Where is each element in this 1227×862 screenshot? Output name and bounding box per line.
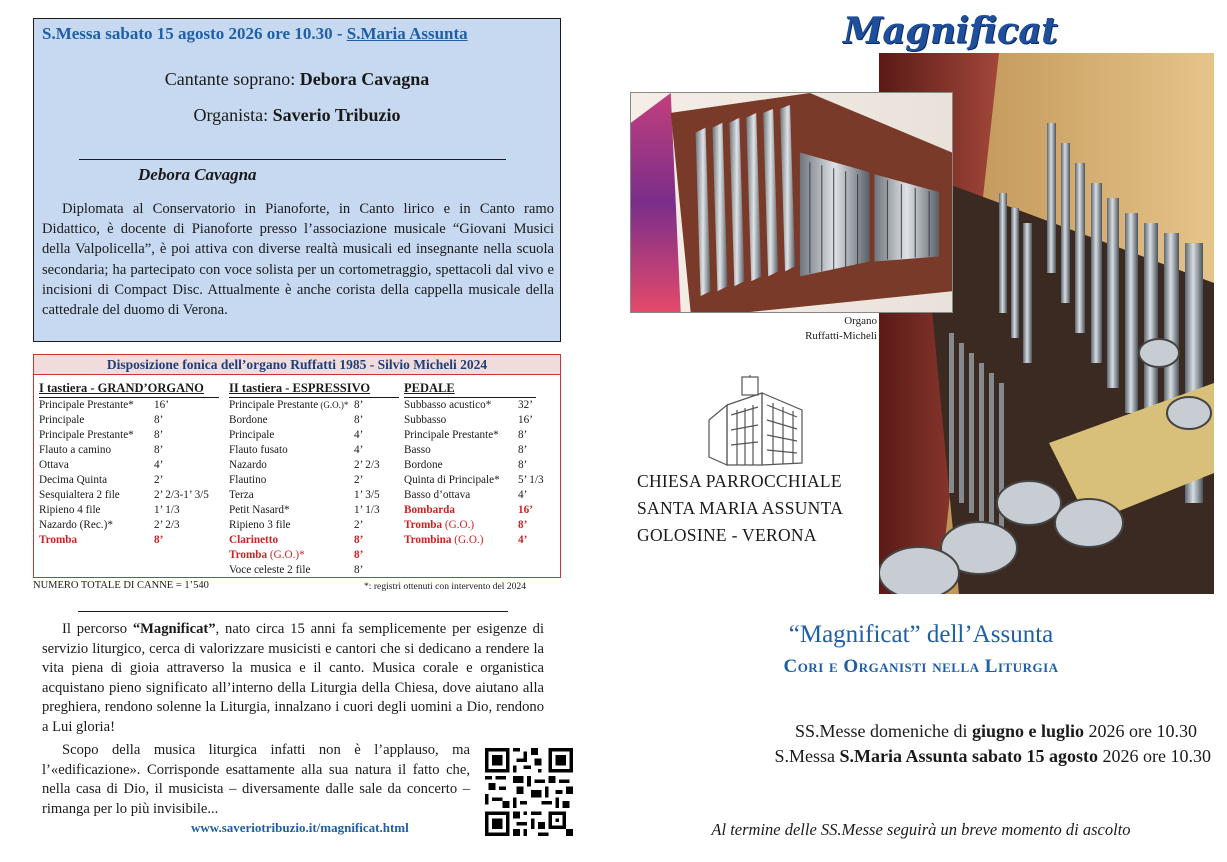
stop-name: Quinta di Principale* [404,474,500,486]
stop-row [229,473,399,488]
stop-value: 5’ 1/3 [518,474,544,486]
stop-row [39,488,219,503]
stop-value: 2’ [354,519,364,531]
stop-row [404,398,536,413]
stop-row [39,458,219,473]
stops-column-title: PEDALE [404,381,455,395]
stop-value: 2’ 2/3-1’ 3/5 [154,489,209,501]
event-info-box [33,18,561,342]
stops-note: *: registri ottenuti con intervento del 2024 [364,581,526,592]
stop-name-note: (G.O.)* [267,549,305,561]
stop-value: 8’ [354,564,364,576]
subtitle: Cori e Organisti nella Liturgia [783,656,1059,677]
church-name-line-2: SANTA MARIA ASSUNTA [637,498,844,518]
stop-name: Bombarda [404,504,455,516]
stop-name: Flauto fusato [229,444,288,456]
magnificat-paragraph-1: Il percorso “Magnificat”, nato circa 15 anni fa semplicemente per esigenze di servizio liturgico, cerca di valorizzare musicisti e cantori che si dedicano a rendere la vita piena di gioia attraverso la musica e il canto. Musica corale e organistica acquistano pieno significato all’interno della Liturgia della Chiesa, dove aiutano alla preghiera, rendono solenne la Liturgia, innalzano i cuori degli uomini a Dio, rendono a Lui gloria! [42,621,544,735]
stop-row [229,398,399,413]
stop-name: Nazardo (Rec.)* [39,519,113,531]
stop-value: 8’ [354,399,364,411]
stop-row [229,428,399,443]
stop-row [229,548,399,563]
stop-value: 8’ [518,519,528,531]
stop-name: Principale Prestante [229,399,319,411]
stop-row [404,473,544,488]
bio-heading: Debora Cavagna [138,165,257,184]
stop-name: Ripieno 4 file [39,504,101,516]
stop-row [229,518,399,533]
stop-row [229,533,399,548]
stop-name: Decima Quinta [39,474,108,486]
stop-name: Terza [229,489,254,501]
divider [79,159,506,160]
stop-row [39,503,219,518]
stop-row [229,413,399,428]
magnificat-paragraph-2: Scopo della musica liturgica infatti non è l’applauso, ma l’«edificazione». Corrisponde esattamente alla sua natura il fatto che, nella casa di Dio, il musicista – diversamente dalle sale da concerto – rimanga per lo più invisibile... [42,742,470,817]
pipes-total: NUMERO TOTALE DI CANNE = 1’540 [33,580,209,591]
stop-name-note: (G.O.)* [318,400,349,410]
stop-row [39,398,219,413]
stop-row [404,428,536,443]
stop-value: 8’ [518,429,528,441]
qr-code-icon[interactable] [485,748,573,836]
organ-facade-photo [630,92,953,313]
stops-header: Disposizione fonica dell’organo Ruffatti 1985 - Silvio Micheli 2024 [34,355,560,375]
stop-row [404,518,536,533]
stop-name: Subbasso [404,414,447,426]
stops-column-pedal [404,381,544,548]
stop-value: 2’ [154,474,164,486]
church-name-line-3: GOLOSINE - VERONA [637,525,817,545]
stop-row [39,413,219,428]
stop-value: 8’ [154,414,164,426]
stop-value: 8’ [354,534,364,546]
photo-caption-line-1: Organo [844,315,877,327]
stop-name: Clarinetto [229,534,279,546]
stop-name: Petit Nasard* [229,504,290,516]
stop-name: Ottava [39,459,69,471]
stop-value: 2’ 2/3 [354,459,380,471]
stop-name: Nazardo [229,459,267,471]
stop-row [229,458,399,473]
schedule-line-1: SS.Messe domeniche di giugno e luglio 2026 ore 10.30 [794,721,1197,741]
stop-name: Voce celeste 2 file [229,564,311,576]
stop-row [229,563,399,578]
stop-value: 2’ [354,474,364,486]
singer-line: Cantante soprano: Debora Cavagna [164,69,430,89]
stop-name: Basso d’ottava [404,489,471,501]
stop-value: 4’ [518,534,528,546]
stop-name-note: (G.O.) [442,519,475,531]
stop-name: Ripieno 3 file [229,519,291,531]
stop-value: 4’ [518,489,528,501]
stop-row [404,413,536,428]
bio-text: Diplomata al Conservatorio in Pianoforte, in Canto lirico e in Canto ramo Didattico, è docente di Pianoforte presso l’associazione musicale “Giovani Musici della Valpolicella”, è poi attiva con diverse realtà musicali ed insegnante nella scuola secondaria; ha partecipato con voce solista per un cortometraggio, spettacoli dal vivo e incisioni di Compact Disc. Attualmente è anche corista della cappella musicale della cattedrale del duomo di Verona. [42,201,554,319]
organ-stops-table [33,354,561,578]
stop-row [39,473,219,488]
stop-value: 16’ [154,399,169,411]
stop-name: Flauto a camino [39,444,112,456]
stop-value: 32’ [518,399,533,411]
stop-row [404,503,536,518]
stop-value: 8’ [518,459,528,471]
stop-name: Trombina [404,534,452,546]
stop-row [229,488,399,503]
singer-name: Debora Cavagna [299,69,430,89]
organist-line: Organista: Saverio Tribuzio [193,105,401,125]
stop-name: Principale Prestante* [39,429,134,441]
stop-value: 4’ [154,459,164,471]
stop-name: Tromba [404,519,443,531]
church-name-line-1: CHIESA PARROCCHIALE [637,471,842,491]
stop-value: 8’ [354,414,364,426]
stop-row [39,518,219,533]
stop-row [404,443,536,458]
main-title: “Magnificat” dell’Assunta [788,621,1054,648]
church-building-icon [707,375,807,467]
stops-column-great [39,381,219,548]
stop-name: Principale Prestante* [404,429,499,441]
photo-caption-line-2: Ruffatti-Micheli [805,330,877,342]
stop-value: 8’ [154,444,164,456]
stops-column-swell [229,381,399,578]
stop-row [404,488,536,503]
schedule-line-2: S.Messa S.Maria Assunta sabato 15 agosto 2026 ore 10.30 [774,746,1211,766]
stop-name: Bordone [404,459,443,471]
stop-value: 2’ 2/3 [154,519,180,531]
event-title: S.Messa sabato 15 agosto 2026 ore 10.30 - S.Maria Assunta [42,24,468,43]
stop-name: Sesquialtera 2 file [39,489,120,501]
stops-column-title: II tastiera - ESPRESSIVO [229,381,371,395]
stop-name: Principale Prestante* [39,399,134,411]
stop-name: Subbasso acustico* [404,399,492,411]
stop-name: Tromba [39,534,78,546]
stop-row [229,503,399,518]
stop-value: 16’ [518,414,533,426]
closing-note: Al termine delle SS.Messe seguirà un breve momento di ascolto [711,820,1131,839]
divider [78,611,508,612]
stop-row [39,428,219,443]
stops-column-title: I tastiera - GRAND’ORGANO [39,381,204,395]
stop-value: 4’ [354,429,364,441]
stop-row [39,533,219,548]
stop-row [404,533,536,548]
stop-value: 8’ [518,444,528,456]
website-link[interactable]: www.saveriotribuzio.it/magnificat.html [191,820,409,835]
stop-value: 1’ 3/5 [354,489,380,501]
stop-row [39,443,219,458]
stop-value: 16’ [518,504,533,516]
stop-value: 8’ [354,549,364,561]
stop-name: Tromba [229,549,268,561]
stop-value: 4’ [354,444,364,456]
stop-row [229,443,399,458]
stop-name: Principale [229,429,275,441]
event-place: S.Maria Assunta [346,24,468,43]
stop-name: Flautino [229,474,267,486]
stop-name: Principale [39,414,85,426]
stop-value: 1’ 1/3 [154,504,180,516]
stop-name: Basso [404,444,431,456]
stop-value: 8’ [154,534,164,546]
stop-value: 1’ 1/3 [354,504,380,516]
brand-logo: Magnificat [843,10,1058,52]
stop-row [404,458,536,473]
organist-name: Saverio Tribuzio [272,105,401,125]
stop-name: Bordone [229,414,268,426]
stop-name-note: (G.O.) [451,534,484,546]
stop-value: 8’ [154,429,164,441]
